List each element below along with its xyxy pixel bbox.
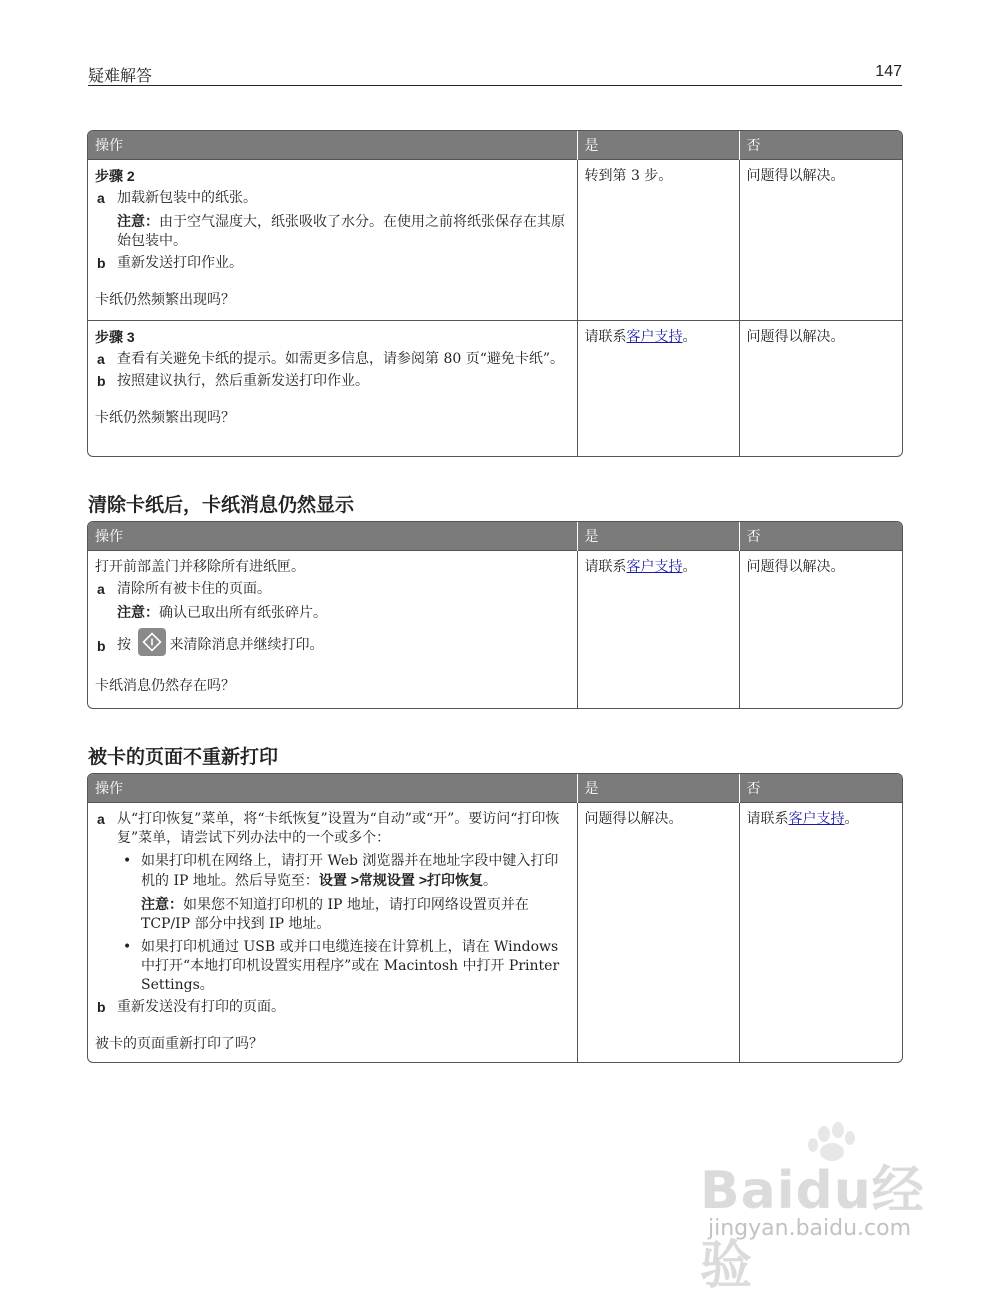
note-label: 注意： — [117, 605, 159, 621]
table-row — [88, 551, 902, 708]
table-row — [88, 321, 902, 456]
no-cell: 问题得以解决。 — [739, 160, 902, 321]
substep-b-prefix: 按 — [117, 637, 131, 653]
table-row — [88, 160, 902, 321]
note — [95, 213, 570, 251]
note-text: 确认已取出所有纸张碎片。 — [159, 605, 327, 621]
section-title: 被卡的页面不重新打印 — [88, 746, 279, 768]
no-cell: 问题得以解决。 — [739, 551, 902, 708]
customer-support-link[interactable]: 客户支持 — [626, 559, 683, 575]
no-prefix: 请联系 — [746, 811, 789, 827]
column-header-yes: 是 — [577, 522, 739, 551]
yes-cell: 转到第 3 步。 — [577, 160, 739, 321]
substep-b: b 重新发送打印作业。 — [97, 255, 243, 271]
no-cell: 问题得以解决。 — [739, 321, 902, 456]
substep-a: a 加载新包装中的纸张。 — [97, 190, 257, 206]
column-header-no: 否 — [739, 131, 902, 160]
action-cell — [88, 803, 577, 1063]
column-header-action: 操作 — [88, 774, 577, 803]
substep-b-suffix: 来清除消息并继续打印。 — [169, 637, 324, 653]
note-label: 注意： — [141, 897, 183, 913]
yes-suffix: 。 — [682, 559, 697, 575]
yes-cell: 问题得以解决。 — [577, 803, 739, 1063]
yes-cell — [577, 321, 739, 456]
action-cell — [88, 160, 577, 321]
action-cell — [88, 551, 577, 708]
substep-b-text: 按照建议执行，然后重新发送打印作业。 — [117, 373, 369, 389]
question: 被卡的页面重新打印了吗？ — [95, 1036, 263, 1052]
no-suffix: 。 — [844, 811, 859, 827]
substep-b-text: 重新发送没有打印的页面。 — [117, 999, 285, 1015]
bullet-network — [117, 852, 570, 891]
note-text: 如果您不知道打印机的 IP 地址，请打印网络设置页并在 TCP/IP 部分中找到 IP 地址。 — [141, 897, 529, 932]
no-cell — [739, 803, 902, 1063]
substep-a-text: 查看有关避免卡纸的提示。如需更多信息，请参阅第 80 页“避免卡纸”。 — [117, 351, 565, 367]
customer-support-link[interactable]: 客户支持 — [788, 811, 845, 827]
page-header-title: 疑难解答 — [88, 66, 153, 85]
substep-a: a 从“打印恢复”菜单，将“卡纸恢复”设置为“自动”或“开”。要访问“打印恢复”菜单，请尝试下列办法中的一个或多个： — [97, 811, 560, 846]
note — [95, 896, 570, 934]
substep-b: b 按 来清除消息并继续打印。 — [95, 631, 570, 659]
watermark-url: jingyan.baidu.com — [708, 1216, 912, 1241]
yes-cell — [577, 551, 739, 708]
column-header-yes: 是 — [577, 774, 739, 803]
substep-a-text: 清除所有被卡住的页面。 — [117, 581, 271, 597]
troubleshooting-table-2 — [87, 521, 903, 709]
column-header-yes: 是 — [577, 131, 739, 160]
troubleshooting-table-1 — [87, 130, 903, 457]
column-header-action: 操作 — [88, 522, 577, 551]
bullet-network-text: 如果打印机在网络上，请打开 Web 浏览器并在地址字段中键入打印机的 IP 地址。然后导览至： — [141, 853, 559, 889]
intro-text: 打开前部盖门并移除所有进纸匣。 — [95, 559, 305, 575]
customer-support-link[interactable]: 客户支持 — [626, 329, 683, 345]
substep-a-text: 加载新包装中的纸张。 — [117, 190, 257, 206]
header-divider — [88, 85, 902, 86]
start-diamond-icon — [138, 628, 166, 656]
watermark-brand: Baidu经验 — [700, 1161, 925, 1296]
column-header-no: 否 — [739, 522, 902, 551]
section-title: 清除卡纸后，卡纸消息仍然显示 — [88, 494, 355, 516]
substep-a: a 清除所有被卡住的页面。 — [97, 581, 271, 597]
step-title: 步骤 3 — [95, 329, 135, 345]
substep-b: b 重新发送没有打印的页面。 — [97, 999, 285, 1015]
page-number: 147 — [875, 63, 902, 80]
yes-prefix: 请联系 — [584, 329, 627, 345]
table-row — [88, 803, 902, 1063]
column-header-no: 否 — [739, 774, 902, 803]
bullet-usb: • 如果打印机通过 USB 或并口电缆连接在计算机上，请在 Windows 中打开“本地打印机设置实用程序”或在 Macintosh 中打开 Printer Settings。 — [117, 938, 570, 995]
step-title: 步骤 2 — [95, 168, 135, 184]
question: 卡纸仍然频繁出现吗？ — [95, 292, 235, 308]
substep-a-text: 从“打印恢复”菜单，将“卡纸恢复”设置为“自动”或“开”。要访问“打印恢复”菜单，请尝试下列办法中的一个或多个： — [117, 811, 560, 846]
yes-prefix: 请联系 — [584, 559, 627, 575]
column-header-action: 操作 — [88, 131, 577, 160]
note — [95, 604, 570, 623]
action-cell — [88, 321, 577, 456]
substep-b: b 按照建议执行，然后重新发送打印作业。 — [97, 373, 369, 389]
question: 卡纸仍然频繁出现吗？ — [95, 410, 235, 426]
question: 卡纸消息仍然存在吗？ — [95, 678, 235, 694]
yes-suffix: 。 — [682, 329, 697, 345]
menu-path: 设置 >常规设置 >打印恢复 — [318, 872, 483, 888]
bullet-network-suffix: 。 — [483, 873, 497, 889]
substep-a: a 查看有关避免卡纸的提示。如需更多信息，请参阅第 80 页“避免卡纸”。 — [97, 351, 565, 367]
troubleshooting-table-3 — [87, 773, 903, 1063]
substep-b-text: 重新发送打印作业。 — [117, 255, 243, 271]
note-label: 注意： — [117, 214, 159, 230]
note-text: 由于空气湿度大，纸张吸收了水分。在使用之前将纸张保存在其原始包装中。 — [117, 214, 565, 249]
